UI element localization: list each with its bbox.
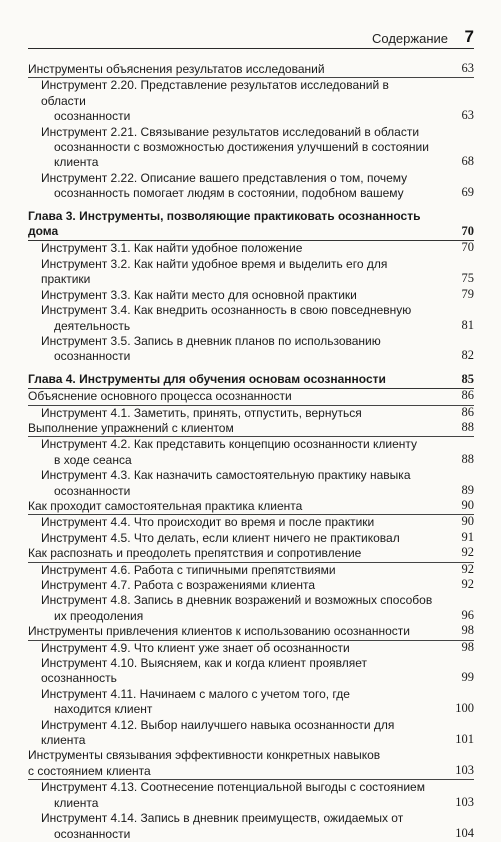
toc-entry-title [41, 437, 474, 468]
toc-section [28, 624, 474, 640]
toc-entry-line: клиента [54, 155, 99, 170]
toc-entry-title [28, 748, 474, 779]
toc-tool-entry [28, 78, 474, 124]
toc-entry-line: Инструмент 4.5. Что делать, если клиент ничего не практиковал [41, 530, 400, 545]
toc-page-number: 86 [461, 404, 474, 419]
toc-tool-entry [28, 125, 474, 171]
toc-page-number: 79 [461, 286, 474, 301]
toc-entry-title [41, 406, 474, 421]
toc-entry-line: Инструмент 4.10. Выясняем, как и когда клиент проявляет осознанность [41, 656, 368, 686]
toc-entry-title [41, 78, 474, 124]
toc-entry-line: осознанности [54, 109, 131, 124]
toc-entry-line: Объяснение основного процесса осознанности [28, 389, 292, 404]
toc-tool-entry [28, 515, 474, 530]
toc-page-number: 82 [461, 348, 474, 363]
toc-page-number: 90 [461, 514, 474, 529]
toc-entry-title [41, 811, 474, 842]
toc-entry-line: с состоянием клиента [28, 763, 151, 778]
toc-entry-title [28, 62, 474, 77]
toc-entry-title [41, 578, 474, 593]
table-of-contents [28, 62, 474, 842]
toc-entry-line: Инструмент 3.3. Как найти место для основной практики [41, 287, 357, 302]
toc-entry-title [28, 546, 474, 561]
toc-entry-line: находится клиент [54, 702, 153, 717]
toc-entry-line: Инструмент 4.14. Запись в дневник преимуществ, ожидаемых от [41, 811, 404, 826]
toc-tool-entry [28, 288, 474, 303]
toc-tool-entry [28, 578, 474, 593]
toc-tool-entry [28, 563, 474, 578]
toc-tool-entry [28, 241, 474, 256]
toc-page-number: 104 [455, 825, 474, 840]
toc-section [28, 499, 474, 515]
toc-page-number: 88 [461, 451, 474, 466]
toc-entry-title [41, 334, 474, 365]
toc-entry-title [41, 171, 474, 202]
toc-entry-line: Инструмент 4.13. Соотнесение потенциальной выгоды с состоянием [41, 780, 425, 795]
toc-page-number: 96 [461, 607, 474, 622]
toc-page-number: 75 [461, 271, 474, 286]
running-header [28, 26, 474, 49]
toc-entry-title [41, 303, 474, 334]
toc-page-number: 100 [455, 701, 474, 716]
toc-page-number: 99 [461, 670, 474, 685]
toc-section [28, 62, 474, 78]
toc-entry-title [41, 656, 474, 687]
toc-page-number: 103 [455, 762, 474, 777]
toc-tool-entry [28, 531, 474, 546]
toc-entry-line: Глава 4. Инструменты для обучения основам осознанности [28, 371, 386, 386]
toc-page-number: 90 [461, 497, 474, 512]
toc-chapter [28, 209, 474, 242]
toc-entry-line: Инструмент 4.3. Как назначить самостоятельную практику навыка [41, 468, 411, 483]
toc-entry-title [41, 687, 474, 718]
toc-entry-line: Инструмент 4.11. Начинаем с малого с учетом того, где [41, 686, 350, 701]
toc-chapter [28, 372, 474, 389]
toc-entry-line: Глава 3. Инструменты, позволяющие практиковать осознанность дома [28, 208, 421, 239]
toc-section [28, 421, 474, 437]
toc-entry-line: Как проходит самостоятельная практика клиента [28, 498, 303, 513]
toc-page-number: 92 [461, 545, 474, 560]
toc-entry-line: Инструменты объяснения результатов исследований [28, 62, 325, 76]
toc-tool-entry [28, 334, 474, 365]
toc-entry-line: осознанности [54, 483, 131, 498]
toc-page-number: 70 [461, 240, 474, 255]
toc-entry-line: в ходе сеанса [54, 452, 132, 467]
toc-entry-title [28, 421, 474, 436]
toc-entry-title [41, 288, 474, 303]
toc-page-number: 68 [461, 154, 474, 169]
toc-page-number: 91 [461, 529, 474, 544]
toc-tool-entry [28, 437, 474, 468]
toc-entry-line: Инструмент 3.4. Как внедрить осознанность в свою повседневную [41, 303, 412, 318]
toc-entry-title [28, 372, 474, 387]
toc-entry-line: Как распознать и преодолеть препятствия и сопротивление [28, 546, 362, 561]
toc-page-number: 92 [461, 561, 474, 576]
toc-tool-entry [28, 468, 474, 499]
toc-tool-entry [28, 641, 474, 656]
toc-entry-title [41, 125, 474, 171]
toc-tool-entry [28, 656, 474, 687]
toc-entry-line: Инструмент 2.20. Представление результатов исследований в области [41, 78, 389, 108]
toc-tool-entry [28, 687, 474, 718]
toc-page-number: 70 [461, 224, 474, 239]
toc-section [28, 389, 474, 405]
toc-page-number: 63 [461, 108, 474, 123]
toc-page-number: 85 [461, 371, 474, 386]
toc-entry-line: осознанности [54, 349, 131, 364]
toc-entry-line: Инструмент 2.22. Описание вашего представления о том, почему [41, 170, 408, 185]
toc-entry-line: Инструмент 4.1. Заметить, принять, отпустить, вернуться [41, 405, 362, 420]
toc-page-number: 101 [455, 732, 474, 747]
toc-entry-line: Инструмент 4.8. Запись в дневник возражений и возможных способов [41, 593, 433, 608]
toc-entry-title [41, 641, 474, 656]
toc-entry-title [28, 209, 474, 240]
toc-entry-line: Инструмент 4.2. Как представить концепцию осознанности клиенту [41, 437, 418, 452]
toc-entry-line: Инструменты привлечения клиентов к использованию осознанности [28, 624, 410, 639]
toc-page-number: 98 [461, 623, 474, 638]
toc-tool-entry [28, 257, 474, 288]
toc-entry-title [28, 624, 474, 639]
toc-tool-entry [28, 303, 474, 334]
header-page-number: 7 [464, 27, 474, 46]
toc-entry-title [41, 780, 474, 811]
toc-page-number: 69 [461, 185, 474, 200]
toc-entry-line: Инструмент 2.21. Связывание результатов исследований в области [41, 124, 420, 139]
toc-entry-title [41, 515, 474, 530]
toc-page-number: 89 [461, 482, 474, 497]
toc-entry-title [41, 593, 474, 624]
toc-entry-title [28, 389, 474, 404]
toc-entry-title [41, 718, 474, 749]
toc-entry-title [28, 499, 474, 514]
toc-tool-entry [28, 718, 474, 749]
toc-entry-line: деятельность [54, 318, 131, 333]
toc-tool-entry [28, 593, 474, 624]
toc-entry-line: Инструмент 4.6. Работа с типичными препятствиями [41, 562, 336, 577]
toc-tool-entry [28, 171, 474, 202]
toc-section [28, 748, 474, 780]
toc-page-number: 92 [461, 577, 474, 591]
toc-entry-line: осознанности [54, 826, 131, 841]
toc-entry-title [41, 257, 474, 288]
toc-entry-line: их преодоления [54, 608, 144, 623]
toc-entry-title [41, 563, 474, 578]
toc-entry-line: Выполнение упражнений с клиентом [28, 420, 234, 435]
toc-page-number: 81 [461, 317, 474, 332]
header-title: Содержание [372, 31, 448, 46]
toc-entry-title [41, 468, 474, 499]
toc-page-number: 98 [461, 639, 474, 654]
toc-page-number: 103 [455, 794, 474, 809]
toc-entry-line: Инструмент 3.5. Запись в дневник планов по использованию [41, 333, 381, 348]
toc-entry-line: Инструмент 4.12. Выбор наилучшего навыка осознанности для клиента [41, 717, 395, 748]
toc-entry-line: осознанность помогает людям в состоянии, подобном вашему [54, 186, 404, 201]
toc-entry-line: Инструмент 4.7. Работа с возражениями клиента [41, 578, 316, 592]
toc-entry-line: Инструмент 4.4. Что происходит во время и после практики [41, 515, 375, 530]
toc-entry-line: осознанности с возможностью достижения улучшений в состоянии [54, 140, 429, 155]
toc-entry-line: клиента [54, 795, 99, 810]
toc-page-number: 86 [461, 388, 474, 403]
toc-entry-title [41, 241, 474, 256]
toc-tool-entry [28, 811, 474, 842]
toc-page-number: 88 [461, 419, 474, 434]
toc-entry-line: Инструмент 3.1. Как найти удобное положение [41, 241, 303, 256]
toc-entry-line: Инструменты связывания эффективности конкретных навыков [28, 748, 381, 763]
toc-entry-line: Инструмент 4.9. Что клиент уже знает об осознанности [41, 640, 350, 655]
toc-tool-entry [28, 406, 474, 421]
toc-entry-title [41, 531, 474, 546]
toc-entry-line: Инструмент 3.2. Как найти удобное время и выделить его для практики [41, 256, 388, 287]
toc-tool-entry [28, 780, 474, 811]
toc-page-number: 63 [461, 61, 474, 75]
toc-section [28, 546, 474, 562]
